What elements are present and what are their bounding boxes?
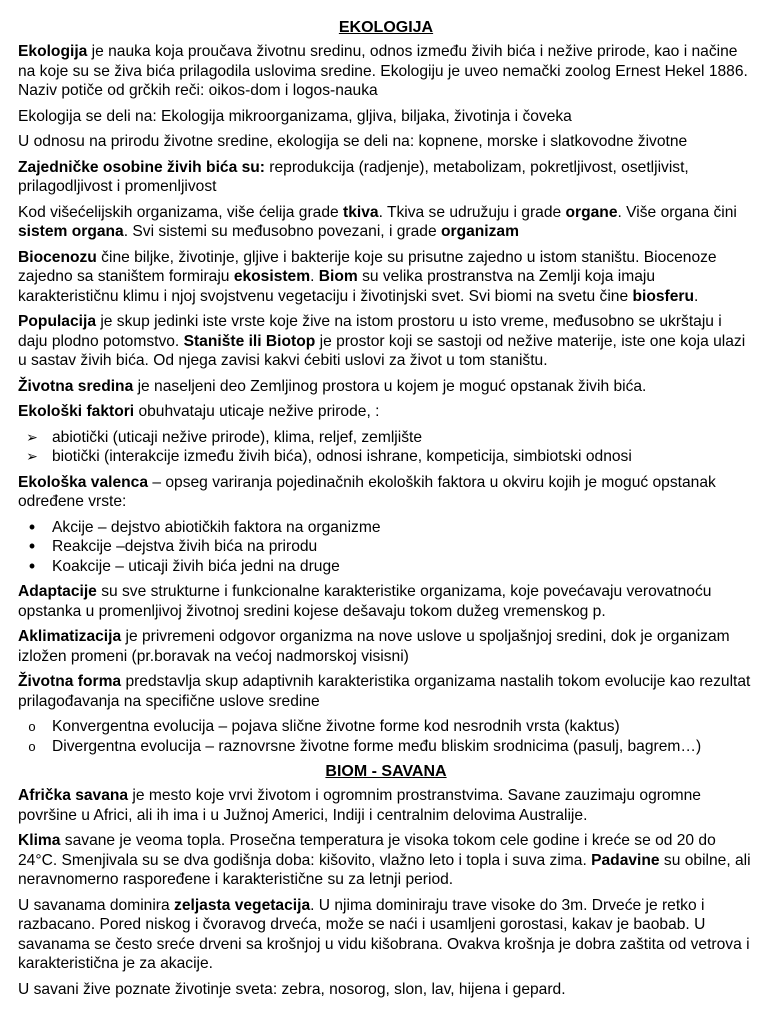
heading-ekologija: EKOLOGIJA: [338, 19, 434, 36]
text-run: su sve strukturne i funkcionalne karakteristike organizama, koje povećavaju verovatnoću opstanka u promenljivoj životnoj sredini kojese dešavaju tokom dužeg vremenskog p.: [18, 583, 712, 620]
bold-term: Aklimatizacija: [18, 628, 122, 645]
list-item-text: Reakcije –dejstva živih bića na prirodu: [52, 538, 318, 555]
list-item: [18, 557, 754, 577]
text-run: U savani žive poznate životinje sveta: zebra, nosorog, slon, lav, hijena i gepard.: [18, 980, 566, 998]
para-common-traits: [18, 158, 754, 197]
para-acclimatization: [18, 627, 754, 666]
list-item-text: Akcije – dejstvo abiotičkih faktora na organizme: [52, 518, 381, 536]
bold-term: Adaptacije: [18, 583, 97, 600]
list-item: [18, 537, 754, 557]
bold-term: biosferu: [632, 287, 694, 305]
list-ecological-valence: [18, 518, 754, 577]
para-ekologija-definition: [18, 42, 754, 101]
text-run: . Tkiva se udružuju i grade: [378, 203, 566, 221]
para-savanna-animals: [18, 980, 754, 1000]
list-item-text: Konvergentna evolucija – pojava slične životne forme kod nesrodnih vrsta (kaktus): [52, 718, 620, 735]
bold-term: Ekološka valenca: [18, 473, 149, 491]
list-item-text: Koakcije – uticaji živih bića jedni na druge: [52, 557, 340, 575]
bold-term: tkiva: [343, 203, 379, 221]
text-run: obuhvataju uticaje nežive prirode, :: [134, 403, 380, 420]
para-ecological-factors: [18, 402, 754, 422]
bold-term: Stanište ili Biotop: [183, 332, 316, 350]
text-run: U odnosu na prirodu životne sredine, ekologija se deli na: kopnene, morske i slatkovodne životne: [18, 133, 688, 150]
bullet-icon: [22, 537, 42, 558]
list-item: [18, 518, 754, 538]
para-life-form: [18, 672, 754, 711]
text-run: predstavlja skup adaptivnih karakteristika organizama nastalih tokom evolucije kao rezultat prilagođavanja na specifične uslove sredine: [18, 673, 751, 710]
list-item: [18, 717, 754, 737]
para-savanna-vegetation: [18, 896, 754, 974]
text-run: .: [693, 287, 699, 305]
text-run: . Više organa čini: [617, 203, 737, 221]
list-item-text: biotički (interakcije između živih bića), odnosi ishrane, kompeticija, simbiotski odnosi: [52, 448, 632, 465]
text-run: Kod višećelijskih organizama, više ćelija grade: [18, 203, 344, 221]
list-ecological-factors: [18, 428, 754, 467]
bold-term: Afrička savana: [18, 787, 129, 804]
bold-term: Ekološki faktori: [18, 403, 135, 420]
text-run: reprodukcija (radjenje), metabolizam, pokretljivost, osetljivist, prilagodljivost i promenljivost: [18, 158, 689, 195]
bold-term: Biom: [318, 268, 358, 285]
bold-term: organe: [565, 203, 618, 221]
bullet-icon: [22, 717, 42, 737]
para-savanna-climate: [18, 831, 754, 890]
para-african-savanna: [18, 786, 754, 825]
bullet-icon: [22, 447, 42, 467]
text-run: savane je veoma topla. Prosečna temperatura je visoka tokom cele godine i kreće se od 20 do 24°C. Smenjivala su se dva godišnja doba: kišovito, vlažno leto i topla i suva zima.: [18, 832, 716, 869]
list-item: [18, 447, 754, 467]
bold-term: Klima: [18, 832, 61, 849]
bullet-icon: [22, 518, 42, 539]
para-tissues-organs: [18, 203, 754, 242]
para-population: [18, 312, 754, 371]
heading-biom-savana: BIOM - SAVANA: [325, 763, 447, 780]
list-item-text: abiotički (uticaji nežive prirode), klima, reljef, zemljište: [52, 428, 423, 446]
bold-term: Zajedničke osobine živih bića su:: [18, 158, 265, 176]
para-adaptations: [18, 582, 754, 621]
bold-term: Životna forma: [18, 673, 122, 690]
para-ekologija-division: [18, 107, 754, 127]
bullet-icon: [22, 557, 42, 578]
text-run: .: [310, 268, 319, 285]
text-run: je privremeni odgovor organizma na nove uslove u spoljašnjoj sredini, dok je organizam izložen promeni (pr.boravak na većoj nadmorskoj visisni): [18, 628, 730, 665]
bold-term: Ekologija: [18, 43, 88, 60]
text-run: je naseljeni deo Zemljinog prostora u kojem je moguć opstanak živih bića.: [133, 377, 647, 395]
bullet-icon: [22, 737, 42, 757]
bold-term: organizam: [440, 223, 519, 240]
bold-term: Biocenozu: [18, 248, 97, 266]
list-item: [18, 737, 754, 757]
text-run: . U njima dominiraju trave visoke do 3m. Drveće je retko i razbacano. Pored niskog i čvoravog drveća, može se naći i usamljeni gorostasi, kakav je baobab. U savanama se često sreće drveni sa krošnjoj u vidu kišobrana. Ovakva krošnja je dobra zaštita od vetrova i karakteristična je za akacije.: [18, 896, 750, 972]
bold-term: ekosistem: [233, 268, 311, 285]
text-run: je skup jedinki iste vrste koje žive na istom prostoru u isto vreme, međusobno se ukrštaju i daju plodno potomstvo.: [18, 313, 722, 350]
text-run: je nauka koja proučava životnu sredinu, odnos između živih bića i nežive prirode, kao i načine na koje su se živa bića prilagodila uslovima sredine. Ekologiju je uveo nemački zoolog Ernest Hekel 1886. Naziv potiče od grčkih reči: oikos-dom i logos-nauka: [18, 43, 748, 99]
text-run: – opseg variranja pojedinačnih ekoloških faktora u okviru kojih je moguć opstanak određene vrste:: [18, 473, 716, 510]
text-run: Ekologija se deli na: Ekologija mikroorganizama, gljiva, biljaka, životinja i čoveka: [18, 107, 572, 125]
bold-term: Padavine: [591, 851, 660, 869]
text-run: . Svi sistemi su međusobno povezani, i grade: [123, 223, 441, 240]
list-item-text: Divergentna evolucija – raznovrsne životne forme među bliskim srodnicima (pasulj, bagrem…): [52, 737, 702, 755]
para-environment-division: [18, 132, 754, 152]
bold-term: Populacija: [18, 313, 96, 330]
list-evolution-types: [18, 717, 754, 756]
text-run: čine biljke, životinje, gljive i bakterije koje su prisutne zajedno u istom staništu. Biocenoze zajedno sa staništem formiraju: [18, 248, 717, 285]
text-run: su velika prostranstva na Zemlji koja imaju karakterističnu klimu i njoj svojstvenu vegetaciju i životinjski svet. Svi biomi na svetu čine: [18, 268, 656, 305]
bold-term: Životna sredina: [18, 377, 134, 395]
text-run: su obilne, ali neravnomerno raspoređene i karakteristične su za letnji period.: [18, 851, 751, 888]
bold-term: zeljasta vegetacija: [174, 896, 311, 914]
text-run: U savanama dominira: [18, 896, 175, 914]
bold-term: sistem organa: [18, 223, 124, 240]
text-run: je mesto koje vrvi životom i ogromnim prostranstvima. Savane zauzimaju ogromne površine u Africi, ali ih ima i u Južnoj Americi, Indiji i centralnim delovima Australije.: [18, 787, 701, 824]
para-ecological-valence: [18, 473, 754, 512]
bullet-icon: [22, 428, 42, 448]
list-item: [18, 428, 754, 448]
para-living-environment: [18, 377, 754, 397]
para-biocenosis: [18, 248, 754, 307]
text-run: je prostor koji se sastoji od nežive materije, iste one koja ulazi u sastav živih bića. Od njega zavisi kakvi ćebiti uslovi za život u tom staništu.: [18, 332, 746, 369]
